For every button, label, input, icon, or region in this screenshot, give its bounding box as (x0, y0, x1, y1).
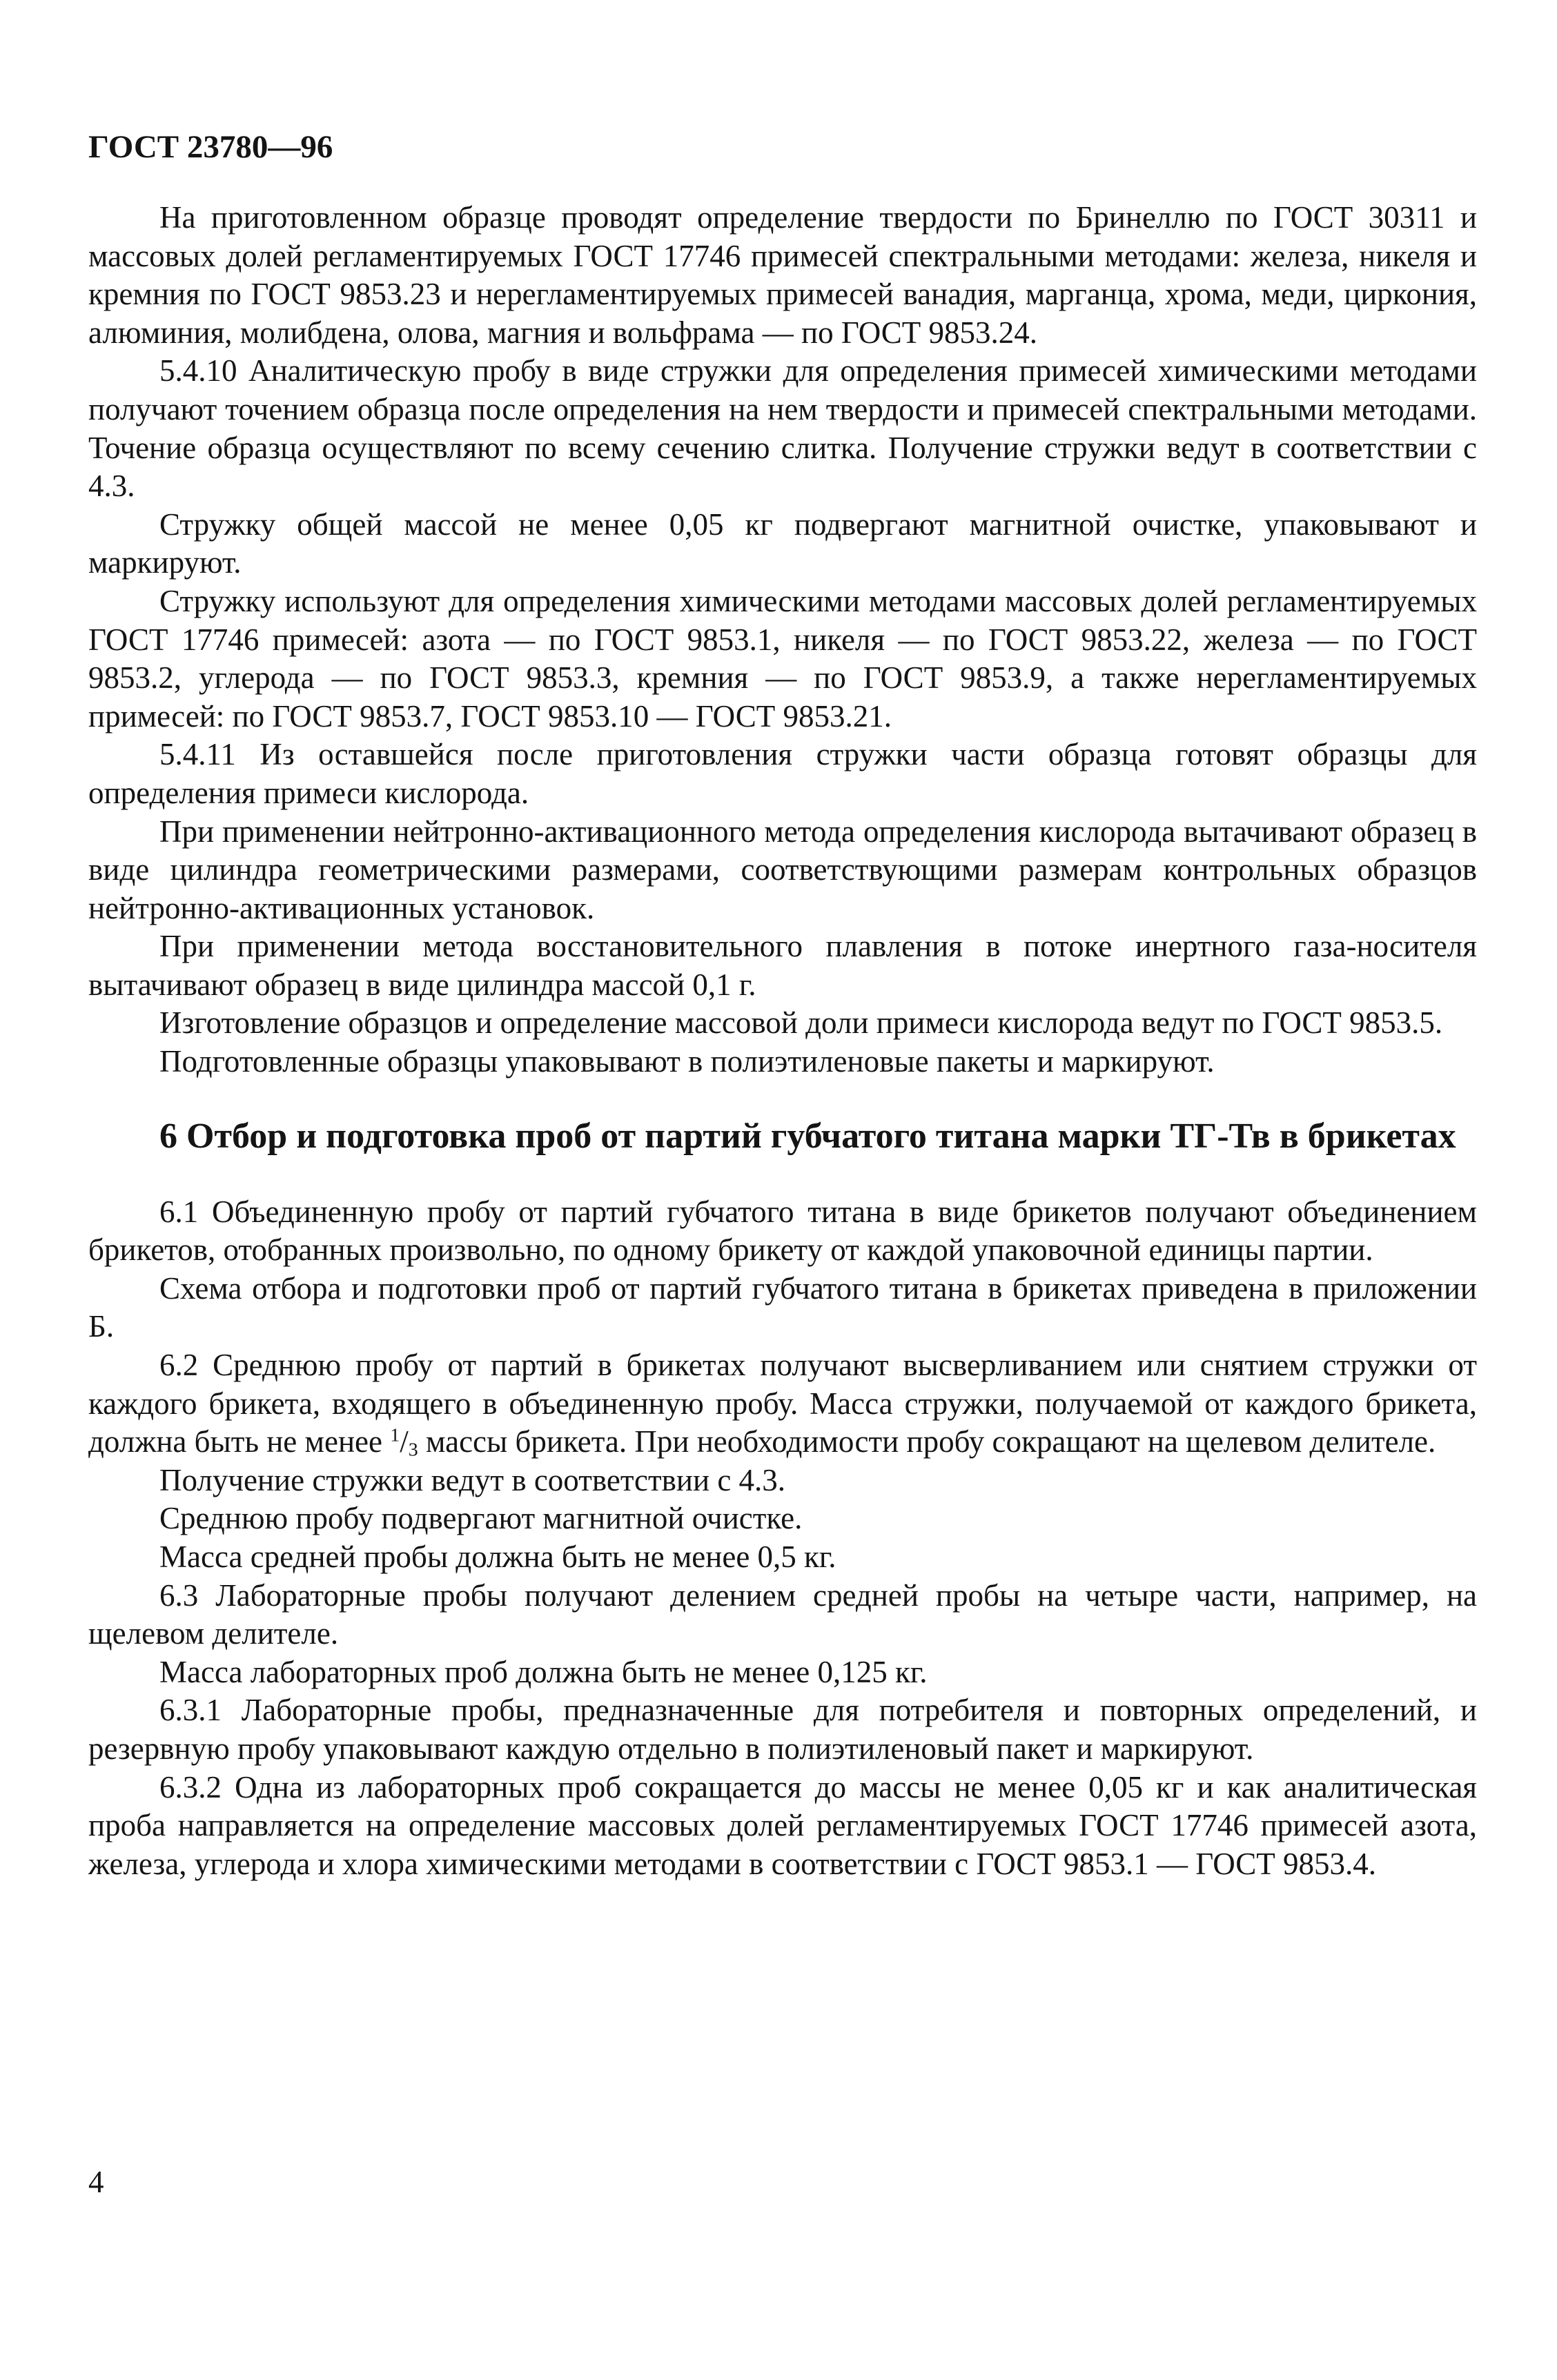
fraction-denominator: 3 (408, 1439, 418, 1461)
paragraph: 6.3.1 Лабораторные пробы, предназначенные для потребителя и повторных определений, и резервную пробу упаковывают каждую отдельно в полиэтиленовый пакет и маркируют. (88, 1693, 1477, 1766)
paragraph: Масса лабораторных проб должна быть не менее 0,125 кг. (159, 1654, 928, 1689)
paragraph-6-2 (88, 1346, 1477, 1462)
section-heading: 6 Отбор и подготовка проб от партий губчатого титана марки ТГ-Тв в брикетах (159, 1116, 1456, 1156)
document-header: ГОСТ 23780—96 (88, 129, 333, 165)
page-number: 4 (88, 2165, 104, 2199)
paragraph: Получение стружки ведут в соответствии с 4.3. (159, 1462, 786, 1497)
paragraph: На приготовленном образце проводят определение твердости по Бринеллю по ГОСТ 30311 и массовых долей регламентируемых ГОСТ 17746 примесей спектральными методами: железа, никеля и кремния по ГОСТ 9853.23 и нерегламентируемых примесей ванадия, марганца, хрома, меди, циркония, алюминия, молибдена, олова, магния и вольфрама — по ГОСТ 9853.24. (88, 200, 1477, 350)
paragraph: Стружку общей массой не менее 0,05 кг подвергают магнитной очистке, упаковывают и маркируют. (88, 507, 1477, 580)
paragraph: 6.3 Лабораторные пробы получают делением средней пробы на четыре части, например, на щелевом делителе. (88, 1577, 1477, 1651)
paragraph: Масса средней пробы должна быть не менее 0,5 кг. (159, 1540, 836, 1574)
paragraph: Изготовление образцов и определение массовой доли примеси кислорода ведут по ГОСТ 9853.5. (159, 1005, 1443, 1041)
paragraph: 6.1 Объединенную пробу от партий губчатого титана в виде брикетов получают объединением брикетов, отобранных произвольно, по одному брикету от каждой упаковочной единицы партии. (88, 1194, 1477, 1268)
document-body (88, 199, 1477, 1883)
paragraph: Среднюю пробу подвергают магнитной очистке. (159, 1501, 803, 1536)
paragraph: Подготовленные образцы упаковывают в полиэтиленовые пакеты и маркируют. (159, 1044, 1215, 1079)
fraction-numerator: 1 (390, 1424, 400, 1446)
paragraph: 5.4.10 Аналитическую пробу в виде стружки для определения примесей химическими методами получают точением образца после определения на нем твердости и примесей спектральными методами. Точение образца осуществляют по всему сечению слитка. Получение стружки ведут в соответствии с 4.3. (88, 353, 1477, 504)
fraction-slash: / (400, 1424, 409, 1459)
paragraph: Схема отбора и подготовки проб от партий губчатого титана в брикетах приведена в приложении Б. (88, 1270, 1477, 1344)
paragraph: 5.4.11 Из оставшейся после приготовления стружки части образца готовят образцы для определения примеси кислорода. (88, 737, 1477, 810)
paragraph: При применении нейтронно-активационного метода определения кислорода вытачивают образец в виде цилиндра геометрическими размерами, соответствующими размерам контрольных образцов нейтронно-активационных установок. (88, 814, 1477, 925)
paragraph-6-2-text-before: 6.2 Среднюю пробу от партий в брикетах получают высверливанием или снятием стружки от каждого брикета, входящего в объединенную пробу. Масса стружки, получаемой от каждого брикета, должна быть не менее (88, 1348, 1477, 1459)
paragraph: Стружку используют для определения химическими методами массовых долей регламентируемых ГОСТ 17746 примесей: азота — по ГОСТ 9853.1, никеля — по ГОСТ 9853.22, железа — по ГОСТ 9853.2, углерода — по ГОСТ 9853.3, кремния — по ГОСТ 9853.9, а также нерегламентируемых примесей: по ГОСТ 9853.7, ГОСТ 9853.10 — ГОСТ 9853.21. (88, 583, 1477, 734)
paragraph-6-2-text-after: массы брикета. При необходимости пробу сокращают на щелевом делителе. (418, 1424, 1436, 1459)
paragraph: При применении метода восстановительного плавления в потоке инертного газа-носителя вытачивают образец в виде цилиндра массой 0,1 г. (88, 929, 1477, 1002)
paragraph: 6.3.2 Одна из лабораторных проб сокращается до массы не менее 0,05 кг и как аналитическая проба направляется на определение массовых долей регламентируемых ГОСТ 17746 примесей азота, железа, углерода и хлора химическими методами в соответствии с ГОСТ 9853.1 — ГОСТ 9853.4. (88, 1769, 1477, 1881)
